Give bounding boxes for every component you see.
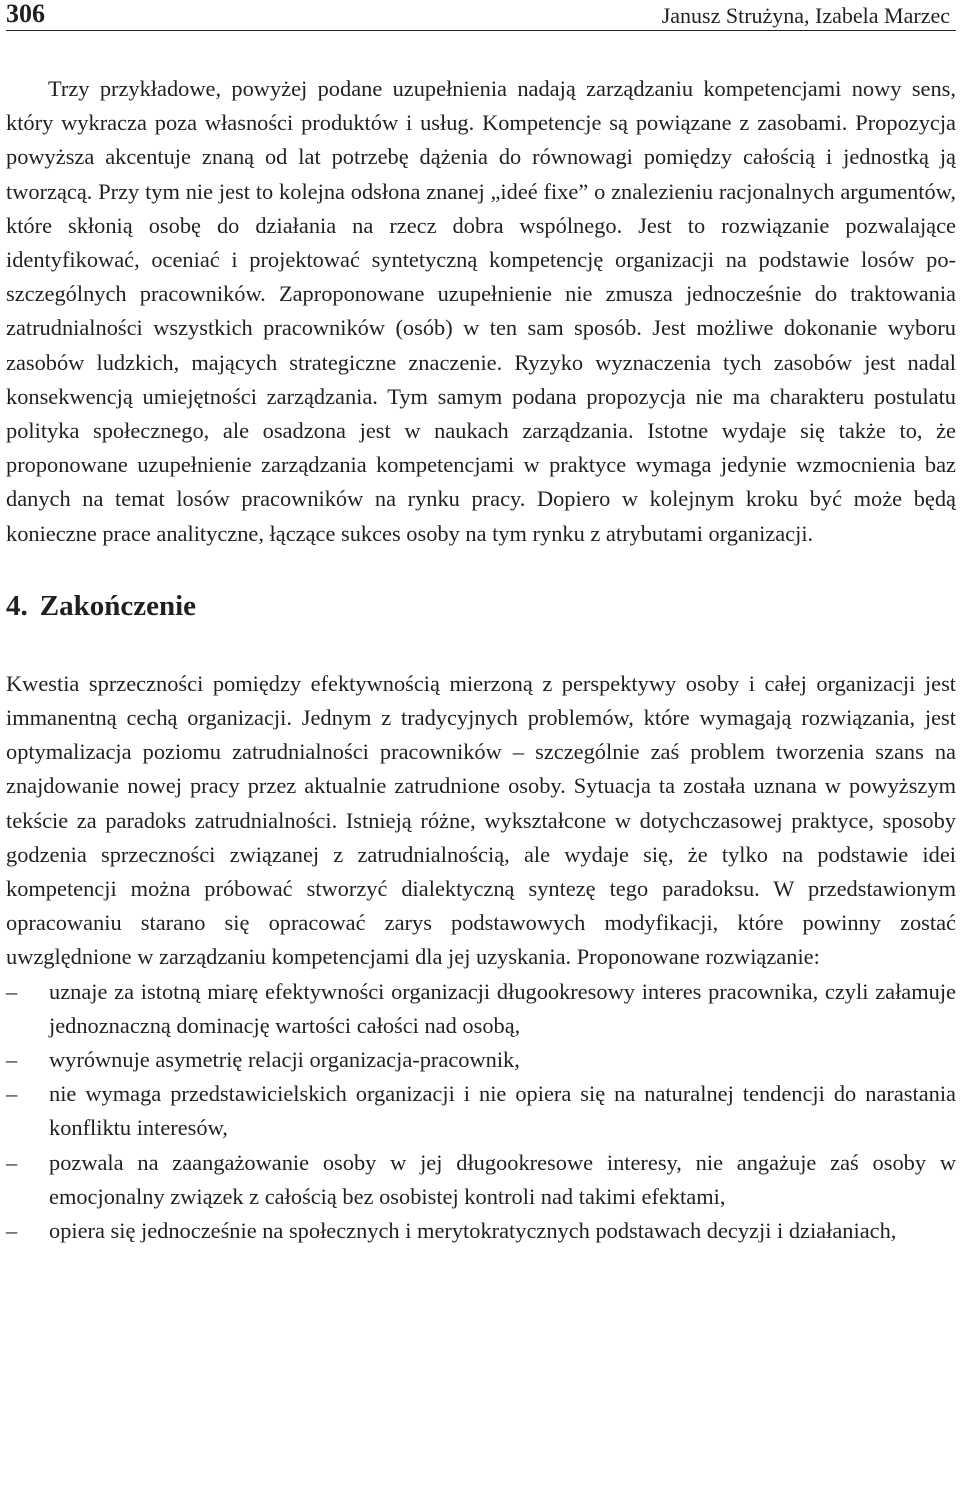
list-item	[6, 1214, 956, 1248]
list-item	[6, 1146, 956, 1214]
dash-bullet: –	[6, 1218, 18, 1244]
running-head-authors: Janusz Strużyna, Izabela Marzec	[661, 3, 950, 28]
dash-bullet: –	[6, 1081, 18, 1107]
bullet-list	[6, 975, 956, 1249]
body-paragraph-2: Kwestia sprzeczności pomiędzy efektywnością mierzoną z perspektywy osoby i całej organizacji jest immanentną cechą organizacji. Jednym z tradycyjnych problemów, które wymagają rozwiązania, jest optymalizacja poziomu zatrudnialności pracowników – szczególnie zaś problem tworzenia szans na znajdowanie nowej pracy przez aktualnie zatrudnione osoby. Sytuacja ta została uznana w powyższym tekście za paradoks zatrudnialności. Istnieją różne, wykształcone w dotychczasowej praktyce, sposoby godzenia sprzeczności związanej z zatrudnialnością, ale wydaje się, że tylko na podstawie idei kompetencji można próbować stworzyć dialektyczną syntezę tego paradoksu. W przedstawionym opracowaniu starano się opracować zarys podstawowych modyfikacji, które powinny zostać uwzględnione w zarządzaniu kompetencjami dla jej uzyskania. Proponowane rozwiązanie:	[6, 670, 956, 970]
dash-bullet: –	[6, 1047, 18, 1073]
list-item	[6, 1043, 956, 1077]
list-item	[6, 1077, 956, 1145]
section-number: 4.	[6, 589, 28, 622]
page-number: 306	[6, 0, 45, 28]
section-title: Zakończenie	[39, 589, 197, 622]
list-item-text: nie wymaga przedstawicielskich organizacji i nie opiera się na naturalnej tendencji do narastania konfliktu interesów,	[49, 1081, 956, 1141]
list-item-text: opiera się jednocześnie na społecznych i merytokratycznych podstawach decyzji i działaniach,	[49, 1218, 897, 1244]
list-item	[6, 975, 956, 1043]
dash-bullet: –	[6, 978, 18, 1004]
body-paragraph-1: Trzy przykładowe, powyżej podane uzupełnienia nadają zarządzaniu kompetencjami nowy sens, który wykracza poza własności produktów i usług. Kompetencje są powiązane z zasobami. Propozycja powyższa akcentuje znaną od lat potrzebę dążenia do równowagi pomiędzy całością i jednostką ją tworzącą. Przy tym nie jest to kolejna odsłona znanej „ideé fixe” o znalezieniu racjonalnych argumentów, które skłonią osobę do działania na rzecz dobra wspólnego. Jest to rozwiązanie pozwalające identyfikować, oceniać i projektować syntetyczną kompetencję organizacji na podstawie losów poszczególnych pracowników. Zaproponowane uzupełnienie nie zmusza jednocześnie do traktowania zatrudnialności wszystkich pracowników (osób) w ten sam sposób. Jest możliwe dokonanie wyboru zasobów ludzkich, mających strategiczne znaczenie. Ryzyko wyznaczenia tych zasobów jest nadal konsekwencją umiejętności zarządzania. Tym samym podana propozycja nie ma charakteru postulatu polityka społecznego, ale osadzona jest w naukach zarządzania. Istotne wydaje się także to, że proponowane uzupełnienie zarządzania kompetencjami w praktyce wymaga jedynie wzmocnienia baz danych na temat losów pracowników na rynku pracy. Dopiero w kolejnym kroku być może będą konieczne prace analityczne, łączące sukces osoby na tym rynku z atrybutami organizacji.	[6, 76, 956, 546]
dash-bullet: –	[6, 1149, 18, 1175]
section-heading	[6, 589, 956, 623]
list-item-text: uznaje za istotną miarę efektywności organizacji długookresowy interes pracownika, czyli załamuje jednoznaczną dominację wartości całości nad osobą,	[49, 978, 956, 1038]
document-page	[6, 0, 956, 1248]
page-header	[6, 0, 956, 31]
list-item-text: pozwala na zaangażowanie osoby w jej długookresowe interesy, nie angażuje zaś osoby w emocjonalny związek z całością bez osobistej kontroli nad takimi efektami,	[49, 1149, 956, 1209]
list-item-text: wyrównuje asymetrię relacji organizacja-pracownik,	[49, 1047, 520, 1073]
